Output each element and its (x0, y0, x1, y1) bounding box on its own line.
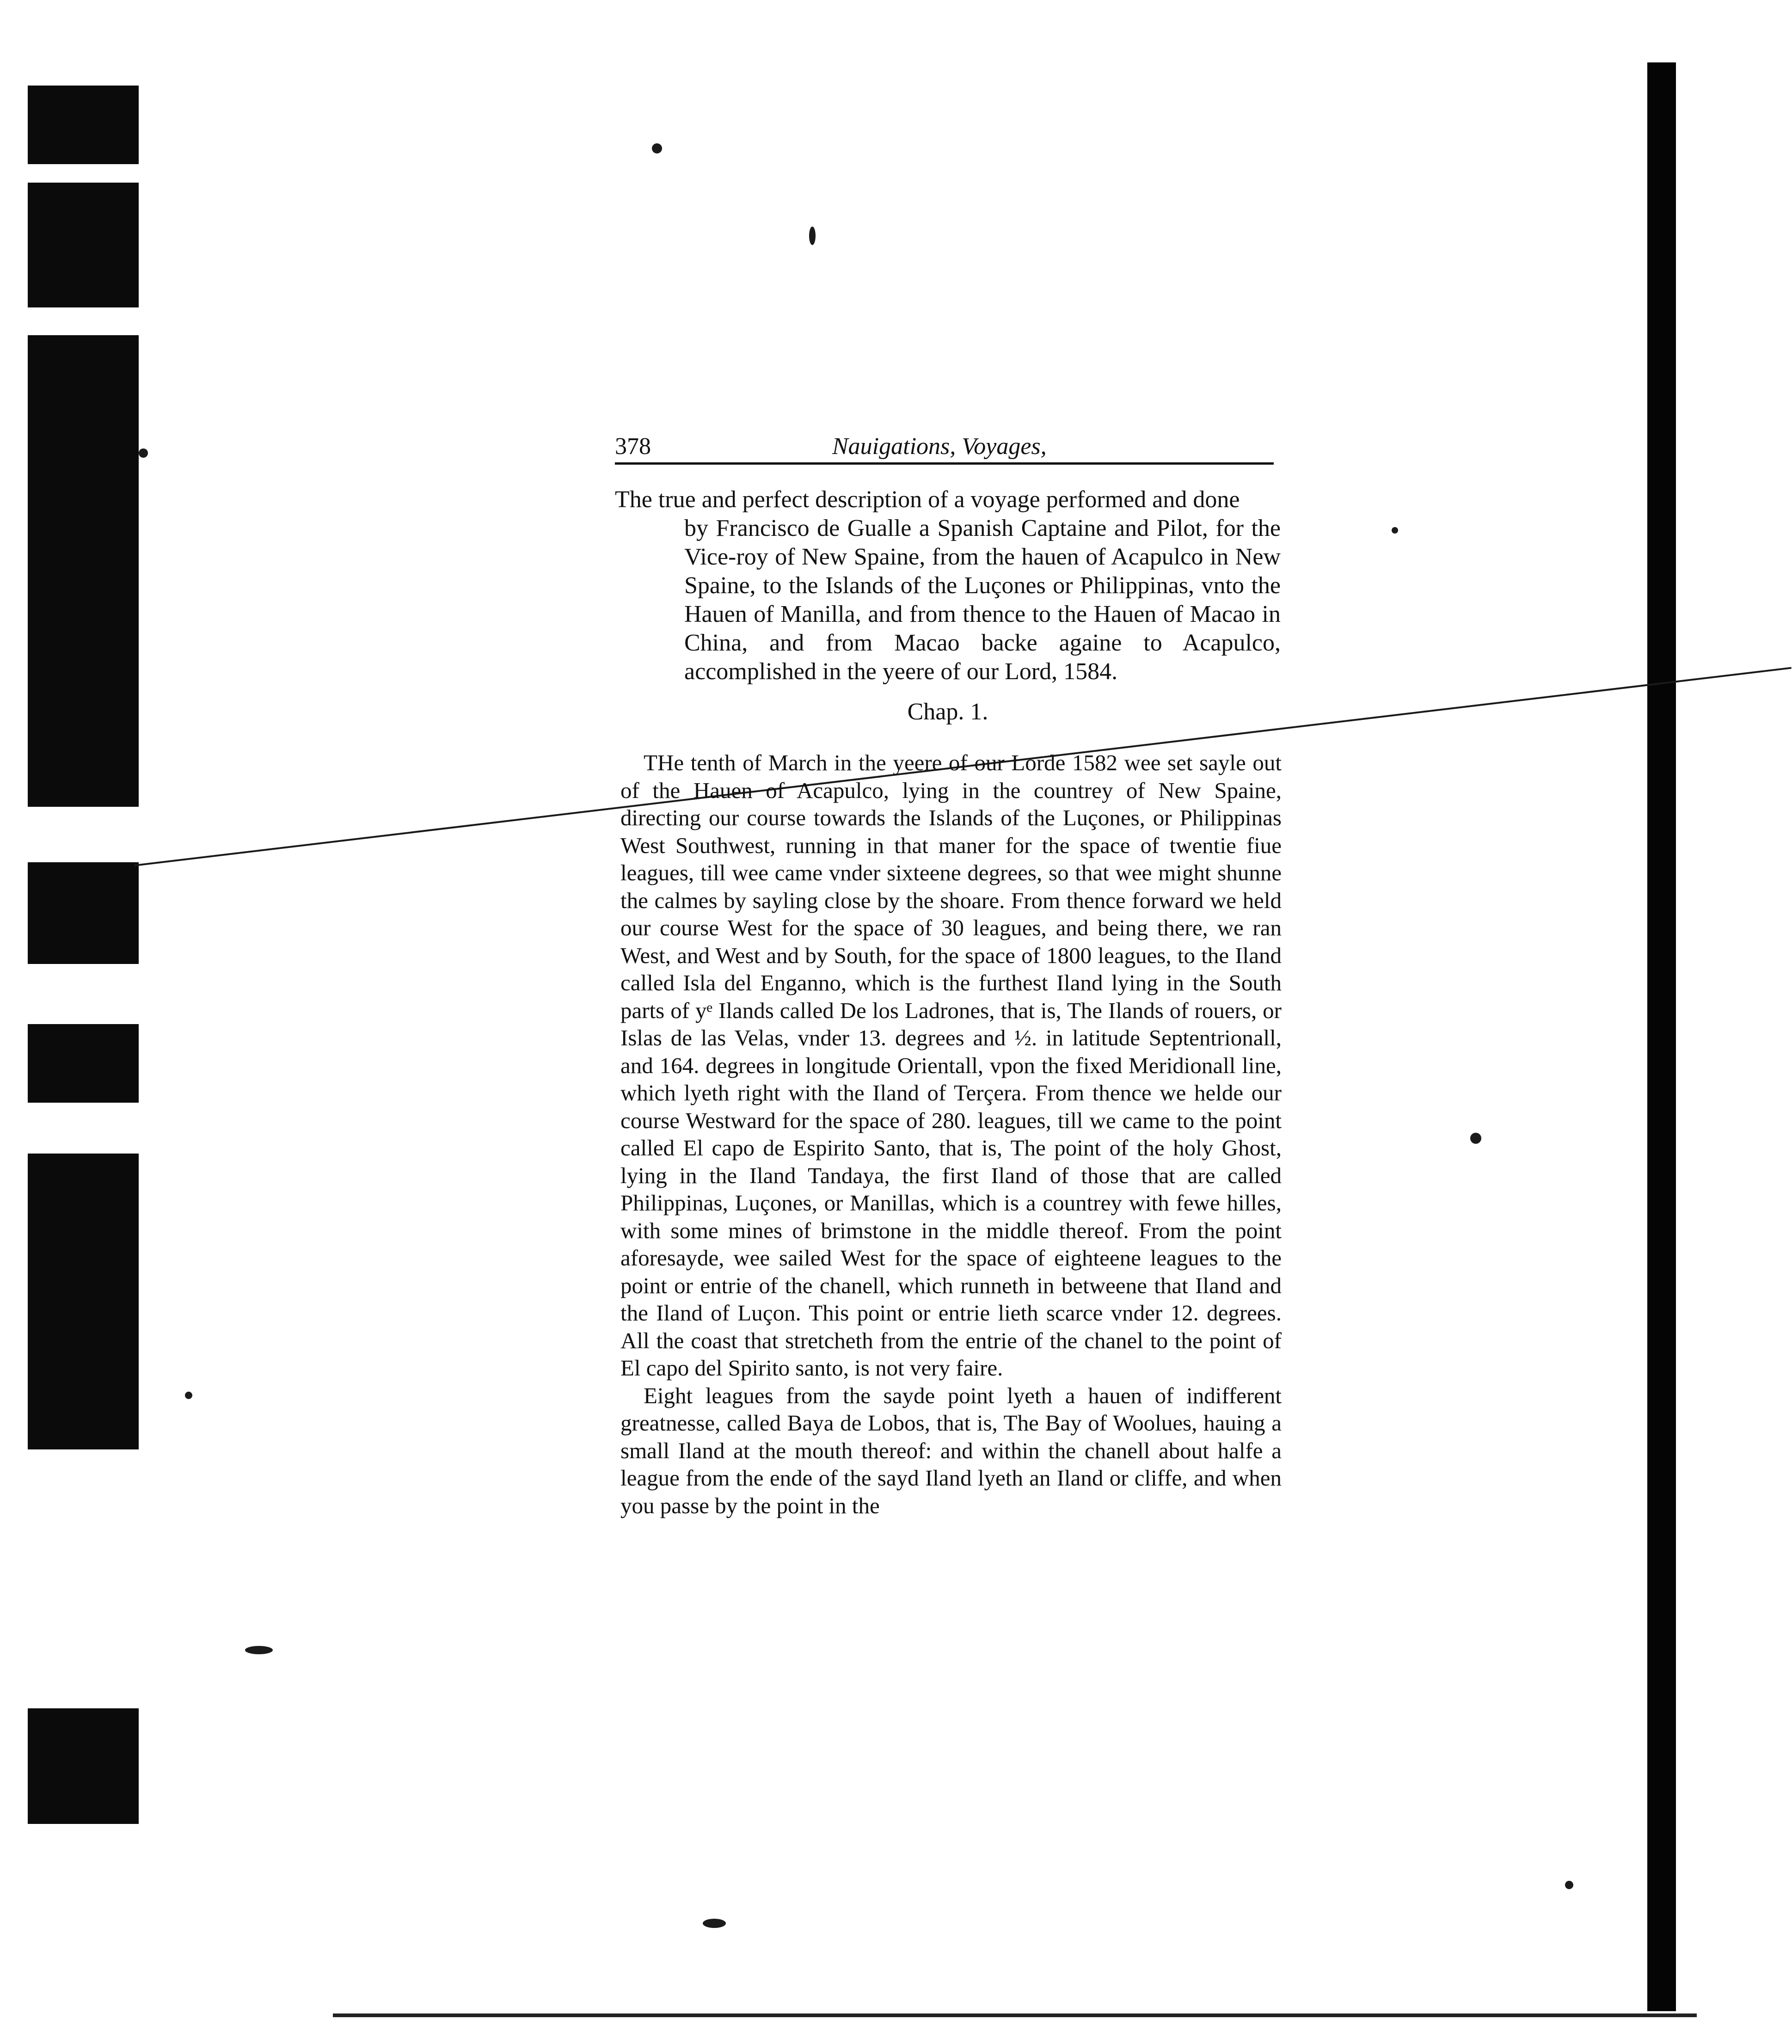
scan-speckle (1470, 1133, 1481, 1144)
running-head: Nauigations, Voyages, (832, 433, 1047, 460)
body-text (620, 749, 1282, 1519)
scan-edge-bottom (333, 2013, 1697, 2017)
scan-edge-left (28, 86, 139, 1824)
page-header (615, 418, 1274, 460)
scan-speckle (139, 448, 148, 458)
scan-speckle (1565, 1881, 1573, 1889)
scan-speckle (185, 1392, 192, 1399)
paragraph: Eight leagues from the sayde point lyeth a hauen of indifferent greatnesse, called Baya de Lobos, that is, The Bay of Woolues, hauing a small Iland at the mouth thereof: and within the chanell about halfe a league from the ende of the sayd Iland lyeth an Iland or cliffe, and when you passe by the point in the (620, 1382, 1282, 1518)
scan-edge-right (1647, 62, 1676, 2011)
title-continuation: by Francisco de Gualle a Spanish Captaine and Pilot, for the Vice-roy of New Spaine, from the hauen of Acapulco in New Spaine, to the Islands of the Luçones or Philippinas, vnto the Hauen of Manilla, and from thence to the Hauen of Macao in China, and from Macao backe againe to Acapulco, accomplished in the yeere of our Lord, 1584. (684, 515, 1281, 685)
chapter-heading: Chap. 1. (907, 699, 988, 725)
paragraph: THe tenth of March in the yeere of our Lorde 1582 wee set sayle out of the Hauen of Acapulco, lying in the countrey of New Spaine, directing our course towards the Islands of the Luçones, or Philippinas West Southwest, running in that maner for the space of twentie fiue leagues, till wee came vnder sixteene degrees, so that wee might shunne the calmes by sayling close by the shoare. From thence forward we held our course West for the space of 30 leagues, and being there, we ran West, and West and by South, for the space of 1800 leagues, to the Iland called Isla del Enganno, which is the furthest Iland lying in the South parts of yᵉ Ilands called De los Ladrones, that is, The Ilands of rouers, or Islas de las Velas, vnder 13. degrees and ½. in latitude Septentrionall, and 164. degrees in longitude Orientall, vpon the fixed Meridionall line, which lyeth right with the Iland of Terçera. From thence we helde our course Westward for the space of 280. leagues, till we came to the point called El capo de Espirito Santo, that is, The point of the holy Ghost, lying in the Iland Tandaya, the first Iland of those that are called Philippinas, Luçones, or Manillas, which is a countrey with fewe hilles, with some mines of brimstone in the middle thereof. From the point aforesayde, wee sailed West for the space of eighteene leagues to the point or entrie of the chanell, which runneth in betweene that Iland and the Iland of Luçon. This point or entrie lieth scarce vnder 12. degrees. All the coast that stretcheth from the entrie of the chanel to the point of El capo del Spirito santo, is not very faire. (620, 750, 1282, 1381)
scan-speckle (1392, 527, 1398, 534)
scan-speckle (703, 1919, 726, 1928)
scan-speckle (652, 143, 662, 153)
voyage-title (615, 485, 1281, 686)
title-first-line: The true and perfect description of a voyage performed and done (615, 486, 1240, 513)
scan-speckle (809, 227, 816, 245)
header-rule (615, 462, 1274, 465)
scan-speckle (245, 1646, 273, 1654)
page-number: 378 (615, 433, 651, 460)
